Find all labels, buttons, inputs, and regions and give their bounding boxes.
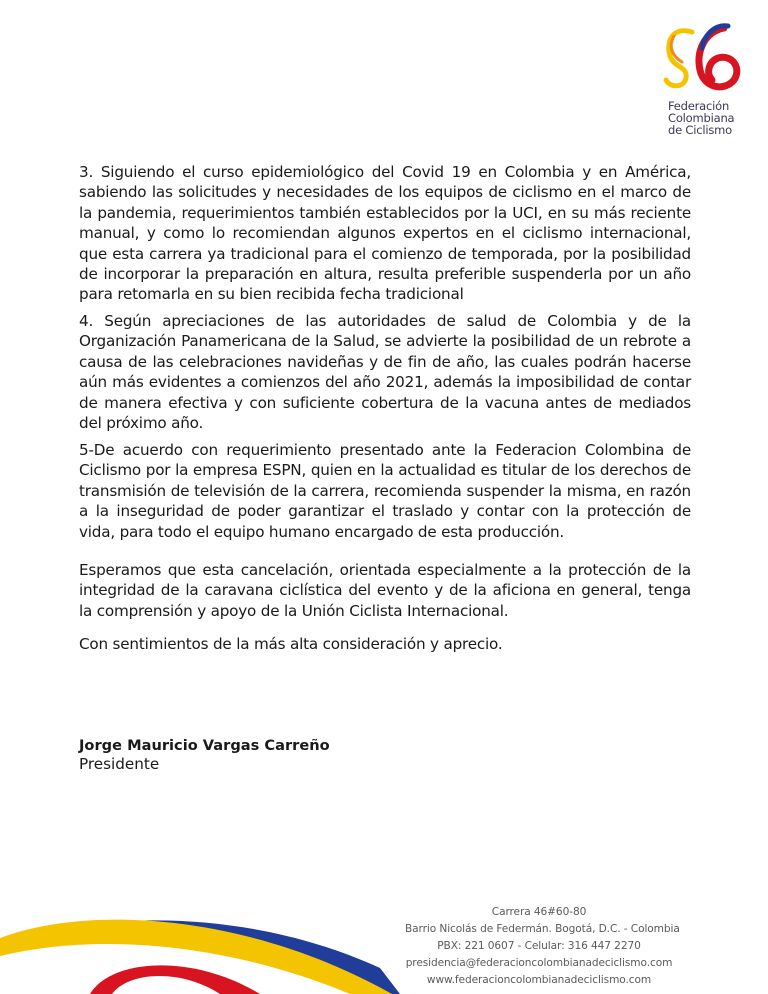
footer-flag-swoosh <box>0 908 400 994</box>
logo-text-line3: de Ciclismo <box>668 123 732 137</box>
paragraph-5: 5-De acuerdo con requerimiento presentado ante la Federacion Colombina de Ciclismo por la empresa ESPN, quien en la actualidad es titular de los derechos de transmisión de televisión de la carrera, recomienda suspender la misma, en razón a la inseguridad de poder garantizar el traslado y contar con la protección de vida, para todo el equipo humano encargado de esta producción. <box>79 441 691 541</box>
paragraph-farewell: Con sentimientos de la más alta consideración y aprecio. <box>79 635 503 653</box>
paragraph-3: 3. Siguiendo el curso epidemiológico del Covid 19 en Colombia y en América, sabiendo las solicitudes y necesidades de los equipos de ciclismo en el marco de la pandemia, requerimientos también establecidos por la UCI, en su más reciente manual, y como lo recomiendan algunos expertos en el ciclismo internacional, que esta carrera ya tradicional para el comienzo de temporada, por la posibilidad de incorporar la preparación en altura, resulta preferible suspenderla por un año para retomarla en su bien recibida fecha tradicional <box>79 163 691 304</box>
federation-emblem-icon <box>662 22 748 98</box>
logo-text-line1: Federación <box>668 99 730 113</box>
contact-email: presidencia@federacioncolombianadeciclismo.com <box>405 957 673 969</box>
signatory-role: Presidente <box>79 755 160 773</box>
contact-info <box>405 904 680 989</box>
signatory-name: Jorge Mauricio Vargas Carreño <box>79 737 330 754</box>
contact-website: www.federacioncolombianadeciclismo.com <box>426 974 652 986</box>
paragraph-closing-request: Esperamos que esta cancelación, orientada especialmente a la protección de la integridad de la caravana ciclística del evento y de la aficiona en general, tenga la comprensión y apoyo de la Unión Ciclista Internacional. <box>79 561 691 620</box>
contact-address-line1: Carrera 46#60-80 <box>491 906 587 918</box>
paragraph-4: 4. Según apreciaciones de las autoridades de salud de Colombia y de la Organización Panamericana de la Salud, se advierte la posibilidad de un rebrote a causa de las celebraciones navideñas y de fin de año, las cuales podrán hacerse aún más evidentes a comienzos del año 2021, además la imposibilidad de contar de manera efectiva y con suficiente cobertura de la vacuna antes de mediados del próximo año. <box>79 312 691 433</box>
logo-text-line2: Colombiana <box>668 111 735 125</box>
contact-address-line2: Barrio Nicolás de Federmán. Bogotá, D.C. - Colombia <box>405 923 680 935</box>
federation-logo <box>656 22 752 140</box>
contact-phones: PBX: 221 0607 - Celular: 316 447 2270 <box>437 940 641 952</box>
